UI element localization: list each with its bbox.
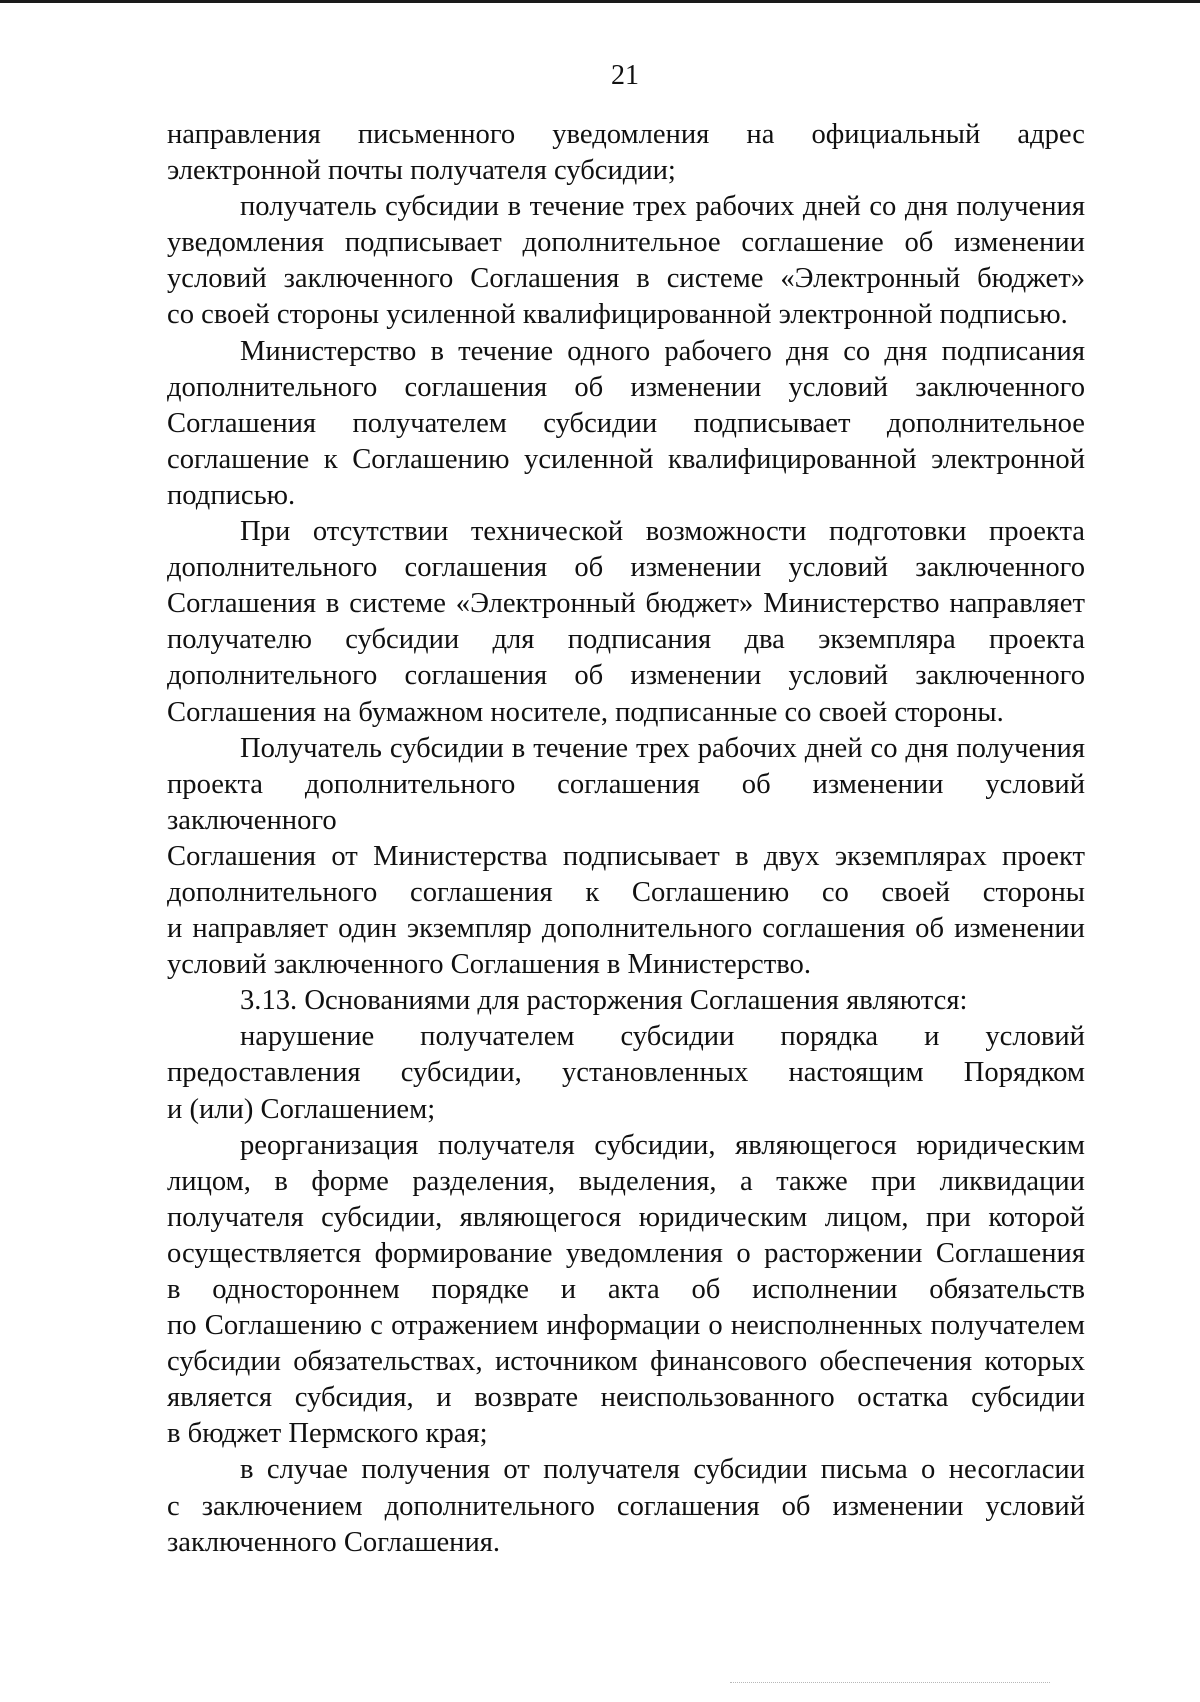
scan-artifact-line xyxy=(730,1682,1050,1683)
text-line: уведомления подписывает дополнительное соглашение об изменении xyxy=(167,227,1085,259)
text-line: предоставления субсидии, установленных настоящим Порядком xyxy=(167,1057,1085,1089)
text-line: Соглашения от Министерства подписывает в двух экземплярах проект xyxy=(167,840,1085,872)
text-line: дополнительного соглашения об изменении условий заключенного xyxy=(167,552,1085,584)
text-line: в одностороннем порядке и акта об исполнении обязательств xyxy=(167,1274,1085,1305)
text-line: Соглашения на бумажном носителе, подписанные со своей стороны. xyxy=(167,696,1004,728)
text-line: заключенного Соглашения. xyxy=(167,1526,501,1558)
text-line: дополнительного соглашения об изменении условий заключенного xyxy=(167,371,1085,403)
document-body xyxy=(167,117,1085,1561)
text-line: является субсидия, и возврате неиспользованного остатка субсидии xyxy=(167,1382,1085,1414)
text-line: получателя субсидии, являющегося юридическим лицом, при которой xyxy=(167,1201,1085,1233)
text-line: получатель субсидии в течение трех рабочих дней со дня получения xyxy=(240,191,1085,223)
text-line: в бюджет Пермского края; xyxy=(167,1418,488,1450)
text-line: 3.13. Основаниями для расторжения Соглашения являются: xyxy=(240,985,968,1017)
text-line: подписью. xyxy=(167,479,296,511)
text-line: и направляет один экземпляр дополнительного соглашения об изменении xyxy=(167,913,1085,945)
text-line: условий заключенного Соглашения в Министерство. xyxy=(167,949,811,981)
text-line: дополнительного соглашения к Соглашению со своей стороны xyxy=(167,876,1085,908)
text-line: лицом, в форме разделения, выделения, а также при ликвидации xyxy=(167,1165,1085,1197)
text-line: При отсутствии технической возможности подготовки проекта xyxy=(240,516,1085,548)
text-line: получателю субсидии для подписания два экземпляра проекта xyxy=(167,624,1085,656)
text-line: проекта дополнительного соглашения об изменении условий заключенного xyxy=(167,768,1085,836)
text-line: осуществляется формирование уведомления о расторжении Соглашения xyxy=(167,1237,1085,1269)
text-line: по Соглашению с отражением информации о неисполненных получателем xyxy=(167,1310,1085,1342)
text-line: соглашение к Соглашению усиленной квалифицированной электронной xyxy=(167,443,1085,475)
text-line: Соглашения получателем субсидии подписывает дополнительное xyxy=(167,407,1085,439)
text-line: условий заключенного Соглашения в системе «Электронный бюджет» xyxy=(167,263,1085,295)
text-line: электронной почты получателя субсидии; xyxy=(167,155,676,187)
page-number: 21 xyxy=(611,60,639,91)
text-line: Получатель субсидии в течение трех рабочих дней со дня получения xyxy=(240,732,1085,764)
scan-top-edge xyxy=(0,0,1200,3)
text-line: с заключением дополнительного соглашения об изменении условий xyxy=(167,1490,1085,1522)
text-line: дополнительного соглашения об изменении условий заключенного xyxy=(167,660,1085,692)
text-line: Министерство в течение одного рабочего дня со дня подписания xyxy=(240,335,1085,367)
text-line: в случае получения от получателя субсидии письма о несогласии xyxy=(240,1454,1085,1486)
text-line: Соглашения в системе «Электронный бюджет» Министерство направляет xyxy=(167,588,1085,620)
text-line: направления письменного уведомления на официальный адрес xyxy=(167,119,1085,150)
text-line: со своей стороны усиленной квалифицированной электронной подписью. xyxy=(167,299,1068,331)
text-line: субсидии обязательствах, источником финансового обеспечения которых xyxy=(167,1346,1085,1378)
text-line: и (или) Соглашением; xyxy=(167,1093,436,1125)
text-line: реорганизация получателя субсидии, являющегося юридическим xyxy=(240,1129,1085,1161)
text-line: нарушение получателем субсидии порядка и условий xyxy=(240,1021,1085,1053)
